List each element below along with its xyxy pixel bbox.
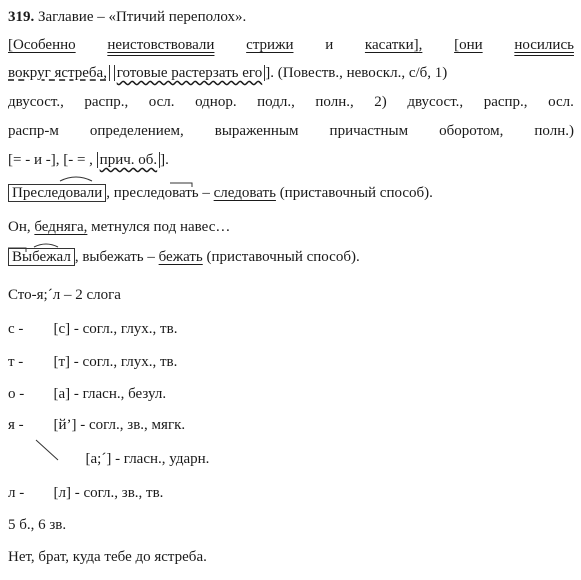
letter-sound-count: 5 б., 6 зв.	[8, 517, 67, 533]
scheme-part-1: [= - и -],	[8, 152, 60, 168]
analysis-word: подл.,	[257, 94, 295, 110]
phonetic-letter: я -	[8, 417, 24, 433]
word-i: и	[325, 37, 334, 53]
phonetic-letter: т -	[8, 354, 24, 370]
analysis-word: осл.	[148, 94, 175, 110]
phonetic-sound: [а;´]	[85, 451, 112, 467]
morph1-end: (приставочный способ).	[275, 185, 433, 201]
word-strizhi: стрижи	[246, 37, 294, 53]
phonetic-letter: о -	[8, 386, 25, 402]
analysis-word: двусост.,	[407, 94, 464, 110]
word-on: Он,	[8, 219, 31, 235]
word-kasatki: касатки],	[364, 37, 423, 53]
analysis-word: однор.	[195, 94, 237, 110]
exercise-number: 319.	[8, 9, 35, 25]
word-bezhat: бежать	[158, 249, 203, 265]
analysis-word: распр.,	[483, 94, 528, 110]
exercise-title: Заглавие – «Птичий переполох».	[38, 9, 247, 25]
analysis-word: определением,	[89, 123, 184, 139]
morpheme-prefix-mark	[8, 248, 26, 252]
analysis-word: 2)	[374, 94, 387, 110]
morph2-mid: , выбежать –	[74, 249, 155, 265]
phonetic-sound: [й’]	[53, 417, 77, 433]
analysis-word: причастным	[329, 123, 409, 139]
word-osobenno: [Особенно	[8, 37, 76, 53]
word-bednyaga: бедняга,	[34, 219, 88, 235]
word-vybezhal: Выбежал	[8, 248, 75, 266]
analysis-word: полн.,	[315, 94, 354, 110]
scheme-participle: прич. об.	[97, 152, 160, 168]
morpheme-root-arc	[60, 177, 92, 181]
phonetic-letter: л -	[8, 485, 25, 501]
analysis-word: распр.,	[84, 94, 129, 110]
morph2-end: (приставочный способ).	[202, 249, 360, 265]
phonetic-sound: [л]	[53, 485, 71, 501]
syllables-line: Сто-я;´л – 2 слога	[8, 287, 121, 303]
word-oni: [они	[454, 37, 483, 53]
analysis-word: оборотом,	[439, 123, 504, 139]
scheme-part-2: [- = ,	[63, 152, 93, 168]
morph1-mid: , преследовать –	[106, 185, 210, 201]
phonetic-letter: с -	[8, 321, 24, 337]
circumstance-vokrug-yastreba: вокруг ястреба,	[8, 65, 110, 81]
phonetic-desc: - согл., глух., тв.	[70, 321, 178, 337]
scheme-end: ].	[160, 152, 169, 168]
phonetic-desc: - согл., зв., тв.	[70, 485, 164, 501]
line-he-rest: метнулся под навес…	[87, 219, 231, 235]
participle-phrase: готовые растерзать его	[114, 65, 266, 81]
phonetic-desc: - согл., глух., тв.	[70, 354, 178, 370]
phonetic-sound: [а]	[53, 386, 71, 402]
phonetic-desc: - согл., зв., мягк.	[76, 417, 186, 433]
phonetic-sound: [т]	[53, 354, 71, 370]
word-sledovat: следовать	[213, 185, 276, 201]
link-stroke	[36, 440, 58, 460]
analysis-word: выраженным	[214, 123, 299, 139]
analysis-word: двусост.,	[8, 94, 64, 110]
analysis-word: осл.	[548, 94, 574, 110]
morpheme-prefix-mark	[170, 183, 192, 187]
phonetic-desc: - гласн., безул.	[70, 386, 167, 402]
morpheme-root-arc	[34, 244, 58, 247]
phonetic-desc: - гласн., ударн.	[111, 451, 210, 467]
analysis-word: распр-м	[8, 123, 59, 139]
final-sentence: Нет, брат, куда тебе до ястреба.	[8, 549, 207, 565]
word-neistovstvovali: неистовствовали	[107, 37, 215, 53]
analysis-word: полн.)	[534, 123, 574, 139]
word-nosilis: носились	[514, 37, 574, 53]
word-presledovali: Преследовали	[8, 184, 106, 202]
phonetic-sound: [с]	[53, 321, 71, 337]
sentence-characteristics: ]. (Повеств., невоскл., с/б, 1)	[265, 65, 448, 81]
